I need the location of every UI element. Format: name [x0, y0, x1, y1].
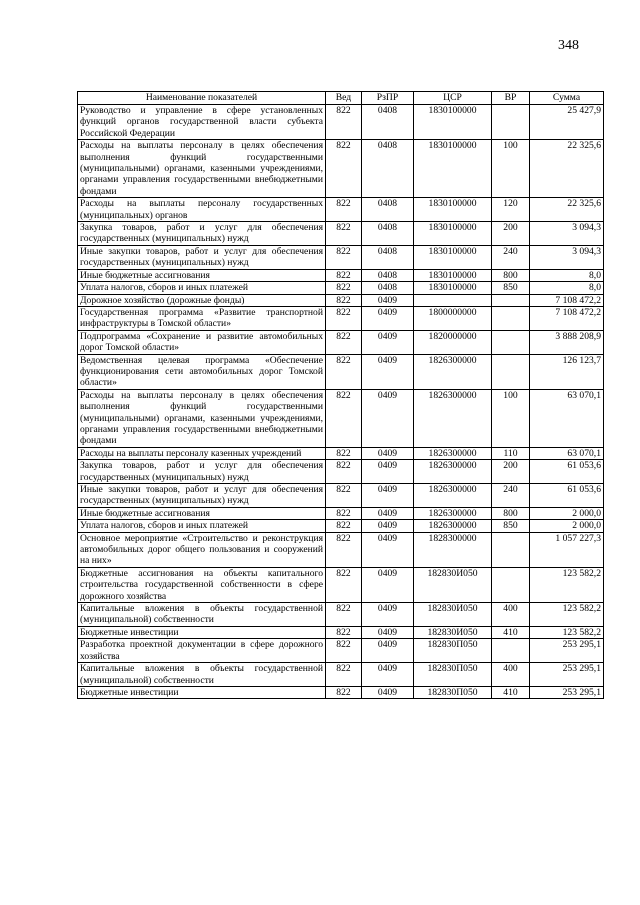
header-name: Наименование показателей [78, 92, 326, 105]
cell-ved: 822 [326, 567, 362, 602]
cell-ved: 822 [326, 140, 362, 198]
cell-csr: 1830100000 [414, 245, 492, 269]
cell-name: Расходы на выплаты персоналу государственных (муниципальных) органов [78, 198, 326, 222]
cell-ved: 822 [326, 105, 362, 140]
cell-vr: 100 [492, 389, 530, 447]
cell-sum: 2 000,0 [530, 507, 604, 519]
cell-vr: 240 [492, 245, 530, 269]
cell-name: Основное мероприятие «Строительство и реконструкция автомобильных дорог общего пользования и сооружений на них» [78, 532, 326, 567]
cell-ved: 822 [326, 269, 362, 281]
table-row [78, 447, 604, 459]
cell-rzpr: 0409 [362, 330, 414, 354]
cell-vr [492, 567, 530, 602]
cell-ved: 822 [326, 507, 362, 519]
cell-ved: 822 [326, 245, 362, 269]
cell-name: Ведомственная целевая программа «Обеспечение функционирования сети автомобильных дорог Томской области» [78, 354, 326, 389]
cell-ved: 822 [326, 354, 362, 389]
table-row [78, 507, 604, 519]
cell-rzpr: 0408 [362, 198, 414, 222]
cell-sum: 22 325,6 [530, 140, 604, 198]
cell-sum: 63 070,1 [530, 447, 604, 459]
cell-csr: 182830И050 [414, 626, 492, 638]
table-row [78, 140, 604, 198]
table-row [78, 330, 604, 354]
cell-vr: 400 [492, 603, 530, 627]
cell-ved: 822 [326, 639, 362, 663]
cell-sum: 1 057 227,3 [530, 532, 604, 567]
page-number: 348 [558, 38, 579, 53]
cell-vr [492, 354, 530, 389]
table-row [78, 282, 604, 294]
cell-rzpr: 0409 [362, 484, 414, 508]
cell-rzpr: 0409 [362, 663, 414, 687]
cell-vr: 200 [492, 222, 530, 246]
cell-csr [414, 294, 492, 306]
table-row [78, 663, 604, 687]
cell-rzpr: 0409 [362, 520, 414, 532]
table-row [78, 603, 604, 627]
cell-name: Государственная программа «Развитие транспортной инфраструктуры в Томской области» [78, 306, 326, 330]
cell-sum: 3 888 208,9 [530, 330, 604, 354]
cell-ved: 822 [326, 484, 362, 508]
cell-ved: 822 [326, 222, 362, 246]
cell-ved: 822 [326, 460, 362, 484]
cell-name: Бюджетные ассигнования на объекты капитального строительства государственной собственности в сфере дорожного хозяйства [78, 567, 326, 602]
cell-vr: 800 [492, 507, 530, 519]
cell-ved: 822 [326, 520, 362, 532]
cell-csr: 182830П050 [414, 686, 492, 698]
table-row [78, 306, 604, 330]
cell-sum: 126 123,7 [530, 354, 604, 389]
table-body [78, 105, 604, 699]
cell-vr [492, 532, 530, 567]
cell-sum: 7 108 472,2 [530, 306, 604, 330]
cell-name: Иные закупки товаров, работ и услуг для обеспечения государственных (муниципальных) нужд [78, 245, 326, 269]
cell-csr: 1830100000 [414, 198, 492, 222]
table-row [78, 460, 604, 484]
cell-vr [492, 306, 530, 330]
table-row [78, 198, 604, 222]
cell-name: Иные закупки товаров, работ и услуг для обеспечения государственных (муниципальных) нужд [78, 484, 326, 508]
cell-name: Уплата налогов, сборов и иных платежей [78, 282, 326, 294]
cell-csr: 1830100000 [414, 105, 492, 140]
cell-ved: 822 [326, 330, 362, 354]
cell-rzpr: 0408 [362, 222, 414, 246]
cell-sum: 2 000,0 [530, 520, 604, 532]
cell-csr: 1826300000 [414, 389, 492, 447]
table-row [78, 245, 604, 269]
cell-ved: 822 [326, 389, 362, 447]
table-row [78, 686, 604, 698]
cell-rzpr: 0409 [362, 626, 414, 638]
cell-csr: 1826300000 [414, 447, 492, 459]
table-row [78, 354, 604, 389]
cell-name: Уплата налогов, сборов и иных платежей [78, 520, 326, 532]
cell-csr: 182830П050 [414, 639, 492, 663]
cell-name: Закупка товаров, работ и услуг для обеспечения государственных (муниципальных) нужд [78, 222, 326, 246]
cell-ved: 822 [326, 603, 362, 627]
cell-sum: 8,0 [530, 269, 604, 281]
cell-csr: 1830100000 [414, 140, 492, 198]
cell-rzpr: 0408 [362, 245, 414, 269]
table-row [78, 520, 604, 532]
header-ved: Вед [326, 92, 362, 105]
cell-ved: 822 [326, 447, 362, 459]
cell-sum: 8,0 [530, 282, 604, 294]
table-row [78, 484, 604, 508]
cell-sum: 61 053,6 [530, 484, 604, 508]
cell-name: Иные бюджетные ассигнования [78, 269, 326, 281]
cell-rzpr: 0409 [362, 306, 414, 330]
cell-name: Капитальные вложения в объекты государственной (муниципальной) собственности [78, 663, 326, 687]
cell-csr: 1800000000 [414, 306, 492, 330]
header-sum: Сумма [530, 92, 604, 105]
cell-csr: 1826300000 [414, 484, 492, 508]
header-rzpr: РзПР [362, 92, 414, 105]
cell-name: Разработка проектной документации в сфере дорожного хозяйства [78, 639, 326, 663]
cell-vr: 120 [492, 198, 530, 222]
cell-vr: 240 [492, 484, 530, 508]
cell-rzpr: 0409 [362, 460, 414, 484]
cell-rzpr: 0408 [362, 140, 414, 198]
table-row [78, 639, 604, 663]
cell-rzpr: 0409 [362, 389, 414, 447]
cell-csr: 1830100000 [414, 282, 492, 294]
cell-csr: 1828300000 [414, 532, 492, 567]
cell-sum: 61 053,6 [530, 460, 604, 484]
cell-sum: 123 582,2 [530, 626, 604, 638]
cell-sum: 3 094,3 [530, 222, 604, 246]
table-row [78, 269, 604, 281]
cell-csr: 1830100000 [414, 269, 492, 281]
cell-vr: 410 [492, 626, 530, 638]
cell-ved: 822 [326, 282, 362, 294]
cell-vr: 400 [492, 663, 530, 687]
table-row [78, 532, 604, 567]
cell-vr [492, 105, 530, 140]
cell-name: Руководство и управление в сфере установленных функций органов государственной власти субъекта Российской Федерации [78, 105, 326, 140]
cell-rzpr: 0409 [362, 603, 414, 627]
cell-vr [492, 294, 530, 306]
cell-rzpr: 0409 [362, 447, 414, 459]
cell-sum: 253 295,1 [530, 663, 604, 687]
cell-csr: 1826300000 [414, 507, 492, 519]
cell-ved: 822 [326, 306, 362, 330]
cell-csr: 1826300000 [414, 520, 492, 532]
cell-rzpr: 0409 [362, 639, 414, 663]
table-row [78, 389, 604, 447]
table-row [78, 567, 604, 602]
cell-rzpr: 0409 [362, 507, 414, 519]
table-row [78, 294, 604, 306]
budget-table [77, 91, 604, 699]
cell-csr: 1830100000 [414, 222, 492, 246]
cell-name: Бюджетные инвестиции [78, 626, 326, 638]
header-csr: ЦСР [414, 92, 492, 105]
cell-vr: 200 [492, 460, 530, 484]
cell-sum: 25 427,9 [530, 105, 604, 140]
cell-vr: 110 [492, 447, 530, 459]
cell-sum: 253 295,1 [530, 639, 604, 663]
cell-name: Иные бюджетные ассигнования [78, 507, 326, 519]
cell-ved: 822 [326, 663, 362, 687]
cell-sum: 22 325,6 [530, 198, 604, 222]
cell-sum: 123 582,2 [530, 567, 604, 602]
cell-name: Капитальные вложения в объекты государственной (муниципальной) собственности [78, 603, 326, 627]
table-row [78, 626, 604, 638]
cell-rzpr: 0408 [362, 105, 414, 140]
cell-rzpr: 0409 [362, 567, 414, 602]
cell-csr: 1820000000 [414, 330, 492, 354]
header-row [78, 92, 604, 105]
cell-sum: 3 094,3 [530, 245, 604, 269]
cell-vr: 850 [492, 520, 530, 532]
cell-name: Закупка товаров, работ и услуг для обеспечения государственных (муниципальных) нужд [78, 460, 326, 484]
cell-ved: 822 [326, 532, 362, 567]
cell-vr: 850 [492, 282, 530, 294]
cell-rzpr: 0409 [362, 532, 414, 567]
cell-vr: 100 [492, 140, 530, 198]
cell-rzpr: 0408 [362, 282, 414, 294]
cell-rzpr: 0409 [362, 354, 414, 389]
table-row [78, 222, 604, 246]
cell-ved: 822 [326, 626, 362, 638]
cell-ved: 822 [326, 198, 362, 222]
cell-rzpr: 0409 [362, 686, 414, 698]
cell-sum: 7 108 472,2 [530, 294, 604, 306]
cell-sum: 123 582,2 [530, 603, 604, 627]
cell-name: Дорожное хозяйство (дорожные фонды) [78, 294, 326, 306]
cell-sum: 253 295,1 [530, 686, 604, 698]
cell-sum: 63 070,1 [530, 389, 604, 447]
cell-csr: 182830И050 [414, 603, 492, 627]
cell-rzpr: 0408 [362, 269, 414, 281]
cell-vr [492, 639, 530, 663]
cell-ved: 822 [326, 294, 362, 306]
table-row [78, 105, 604, 140]
cell-name: Бюджетные инвестиции [78, 686, 326, 698]
cell-name: Расходы на выплаты персоналу в целях обеспечения выполнения функций государственными (муниципальными) органами, казенными учреждениями, органами управления государственными внебюджетными фондами [78, 140, 326, 198]
cell-name: Расходы на выплаты персоналу в целях обеспечения выполнения функций государственными (муниципальными) органами, казенными учреждениями, органами управления государственными внебюджетными фондами [78, 389, 326, 447]
cell-csr: 1826300000 [414, 354, 492, 389]
cell-csr: 1826300000 [414, 460, 492, 484]
cell-csr: 182830И050 [414, 567, 492, 602]
cell-csr: 182830П050 [414, 663, 492, 687]
cell-vr: 410 [492, 686, 530, 698]
cell-vr: 800 [492, 269, 530, 281]
cell-name: Подпрограмма «Сохранение и развитие автомобильных дорог Томской области» [78, 330, 326, 354]
cell-name: Расходы на выплаты персоналу казенных учреждений [78, 447, 326, 459]
cell-ved: 822 [326, 686, 362, 698]
cell-vr [492, 330, 530, 354]
cell-rzpr: 0409 [362, 294, 414, 306]
header-vr: ВР [492, 92, 530, 105]
